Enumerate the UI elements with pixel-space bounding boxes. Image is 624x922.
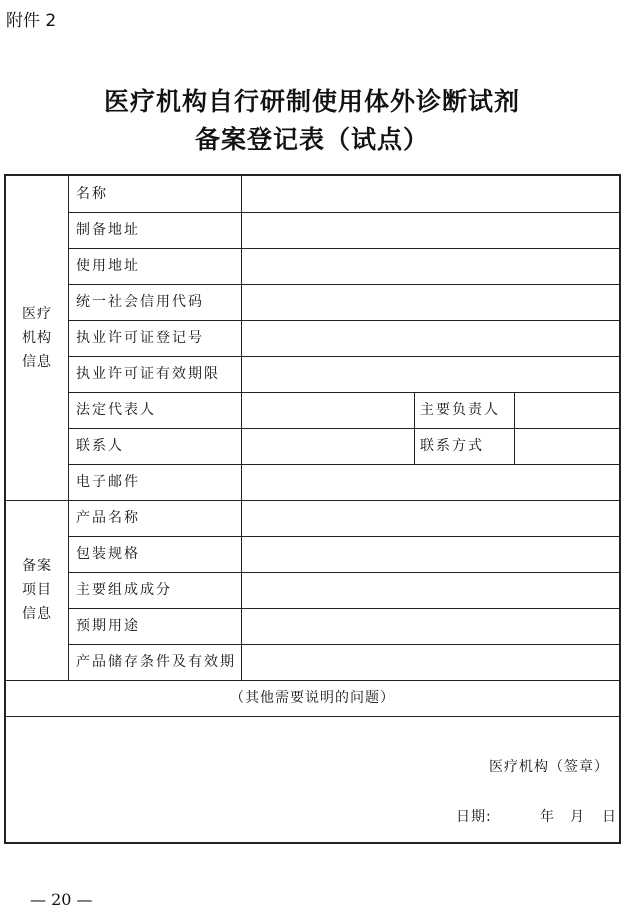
value-main-components[interactable] <box>243 573 618 607</box>
value-storage[interactable] <box>243 645 618 679</box>
section-text: 医疗 <box>22 306 52 322</box>
value-package-spec[interactable] <box>243 537 618 571</box>
label-intended-use: 预期用途 <box>76 618 140 634</box>
attachment-label: 附件 2 <box>6 11 57 31</box>
section-text: 项目 <box>22 582 52 598</box>
notes-header: （其他需要说明的问题） <box>230 690 395 706</box>
section-text: 机构 <box>22 330 52 346</box>
date-year: 年 <box>540 809 555 825</box>
value-credit-code[interactable] <box>243 285 618 319</box>
label-credit-code: 统一社会信用代码 <box>76 294 204 310</box>
value-product-name[interactable] <box>243 501 618 535</box>
section-text: 信息 <box>22 606 52 622</box>
value-contact-method[interactable] <box>516 429 618 463</box>
value-legal-rep[interactable] <box>243 393 413 427</box>
section-institution-info <box>6 302 68 374</box>
value-license-no[interactable] <box>243 321 618 355</box>
label-contact-method: 联系方式 <box>420 438 484 454</box>
label-prep-address: 制备地址 <box>76 222 140 238</box>
label-contact: 联系人 <box>76 438 124 454</box>
value-name[interactable] <box>243 177 618 211</box>
label-email: 电子邮件 <box>76 474 140 490</box>
page-number: — 20 — <box>30 890 93 909</box>
label-product-name: 产品名称 <box>76 510 140 526</box>
label-storage: 产品储存条件及有效期 <box>76 654 236 670</box>
date-month: 月 <box>570 809 585 825</box>
label-main-components: 主要组成成分 <box>76 582 172 598</box>
label-principal: 主要负责人 <box>420 402 500 418</box>
value-prep-address[interactable] <box>243 213 618 247</box>
section-text: 备案 <box>22 558 52 574</box>
notes-area[interactable] <box>7 717 618 842</box>
value-license-validity[interactable] <box>243 357 618 391</box>
label-legal-rep: 法定代表人 <box>76 402 156 418</box>
section-project-info <box>6 554 68 626</box>
label-license-validity: 执业许可证有效期限 <box>76 366 220 382</box>
date-day: 日 <box>602 809 617 825</box>
form-title-line1: 医疗机构自行研制使用体外诊断试剂 <box>103 87 520 116</box>
label-license-no: 执业许可证登记号 <box>76 330 204 346</box>
label-name: 名称 <box>76 186 108 202</box>
value-email[interactable] <box>243 465 618 499</box>
form-title-line2: 备案登记表（试点） <box>194 125 429 154</box>
value-use-address[interactable] <box>243 249 618 283</box>
seal-label: 医疗机构（签章） <box>489 759 609 775</box>
registration-form-table <box>4 174 621 844</box>
label-use-address: 使用地址 <box>76 258 140 274</box>
label-package-spec: 包装规格 <box>76 546 140 562</box>
value-contact[interactable] <box>243 429 413 463</box>
section-text: 信息 <box>22 354 52 370</box>
value-intended-use[interactable] <box>243 609 618 643</box>
value-principal[interactable] <box>516 393 618 427</box>
date-label: 日期: <box>456 809 492 825</box>
